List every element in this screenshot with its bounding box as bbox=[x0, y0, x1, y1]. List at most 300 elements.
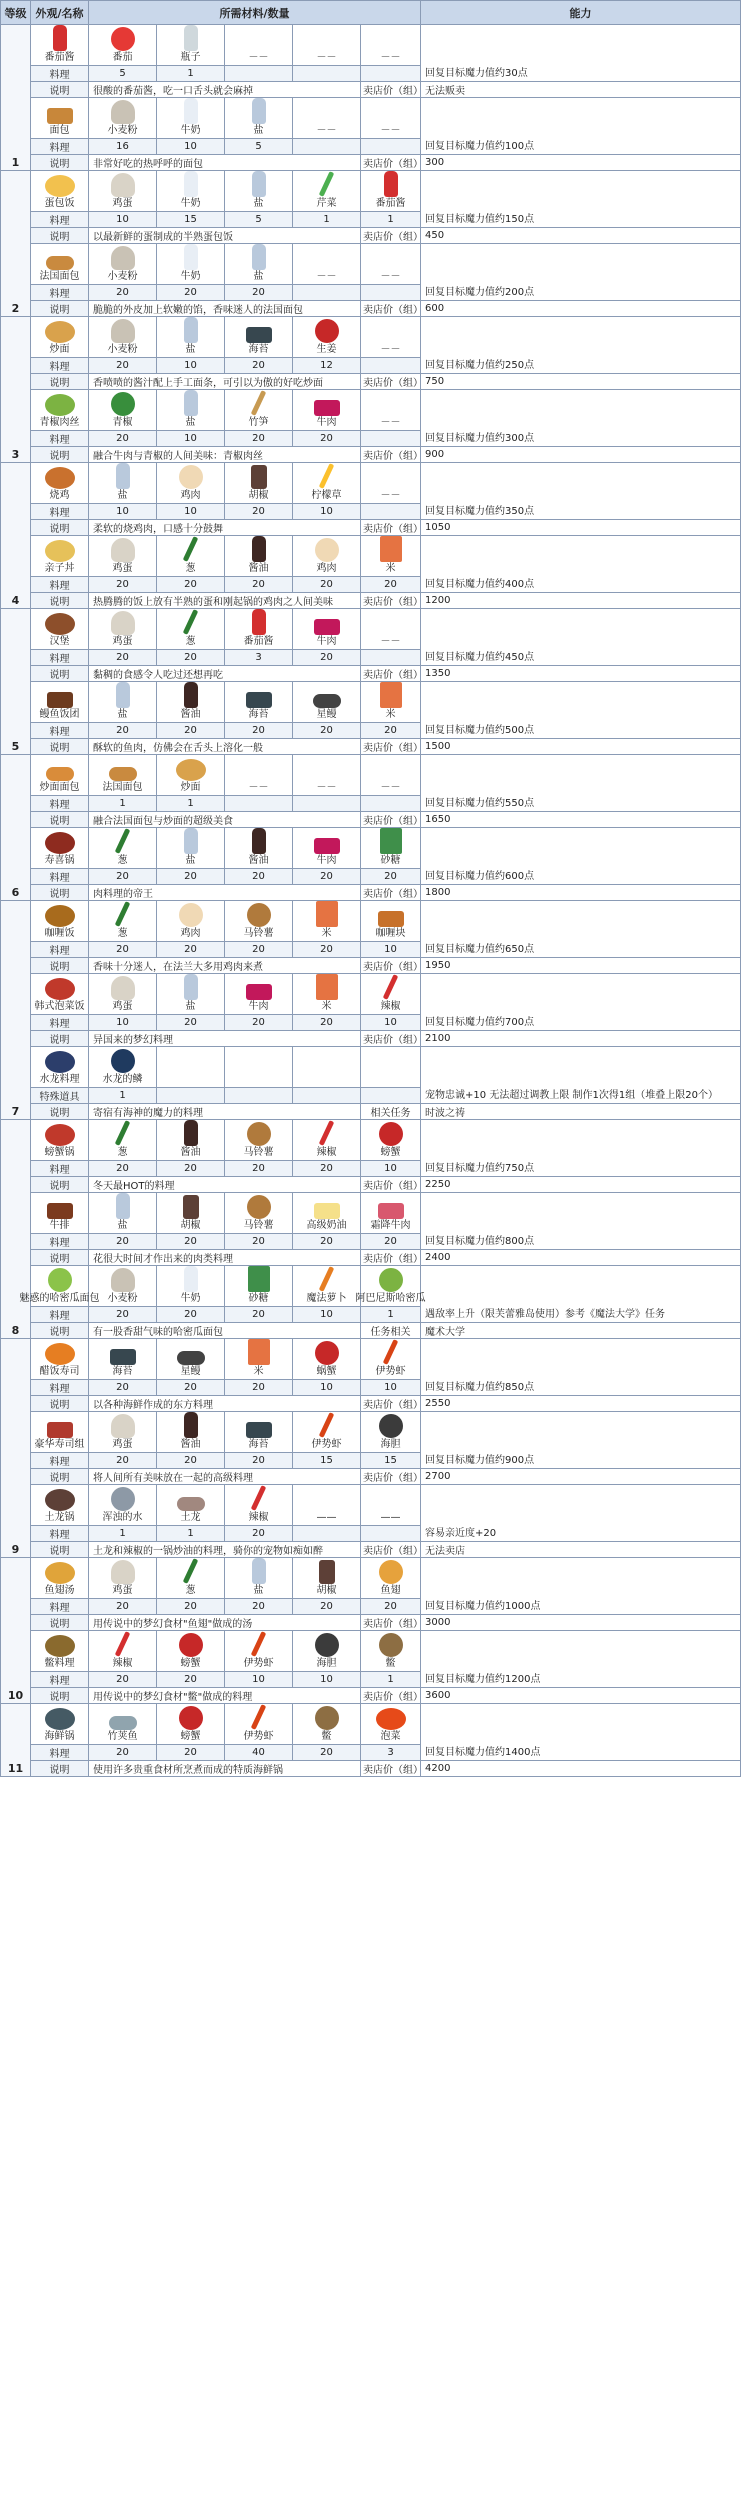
quantity-cell: 10 bbox=[361, 1015, 421, 1031]
material-name: 鸡蛋 bbox=[112, 636, 133, 647]
scallion-icon bbox=[115, 901, 131, 927]
material-cell bbox=[361, 98, 421, 139]
scallion-icon bbox=[115, 828, 131, 854]
description-label: 说明 bbox=[31, 155, 89, 171]
dish-image-row bbox=[1, 1704, 741, 1745]
quantity-cell: 1 bbox=[157, 66, 225, 82]
material-name: 海苔 bbox=[112, 1366, 133, 1377]
material-cell bbox=[361, 1047, 421, 1088]
recipe-label: 料理 bbox=[31, 431, 89, 447]
scallion-icon bbox=[183, 536, 199, 562]
dish-image-row bbox=[1, 1412, 741, 1453]
material-cell bbox=[361, 171, 421, 212]
crab-icon bbox=[379, 1122, 403, 1146]
description-label: 说明 bbox=[31, 520, 89, 536]
egg-basket-icon bbox=[111, 611, 135, 635]
header-item: 外观/名称 bbox=[31, 1, 89, 25]
recipe-label: 料理 bbox=[31, 1380, 89, 1396]
material-cell bbox=[293, 1412, 361, 1453]
quantity-cell bbox=[361, 504, 421, 520]
description-row bbox=[1, 1323, 741, 1339]
material-cell bbox=[293, 1631, 361, 1672]
material-cell bbox=[361, 1485, 421, 1526]
dish-name: 咖喱饭 bbox=[44, 928, 75, 939]
material-cell bbox=[361, 244, 421, 285]
recipe-label: 料理 bbox=[31, 577, 89, 593]
salt-bottle-icon bbox=[252, 1558, 266, 1584]
recipe-label: 料理 bbox=[31, 942, 89, 958]
quantity-cell: 10 bbox=[293, 1672, 361, 1688]
quantity-cell bbox=[361, 650, 421, 666]
quantity-cell: 10 bbox=[157, 431, 225, 447]
quantity-cell: 1 bbox=[89, 1526, 157, 1542]
quantity-cell: 20 bbox=[157, 942, 225, 958]
material-cell bbox=[225, 1558, 293, 1599]
ability-cell: 回复目标魔力值约250点 bbox=[421, 317, 741, 374]
kimchi-rice-icon bbox=[45, 978, 75, 1000]
material-name: －－ bbox=[380, 417, 401, 428]
material-cell bbox=[157, 390, 225, 431]
lobster-icon bbox=[251, 1631, 267, 1657]
material-cell bbox=[157, 609, 225, 650]
material-cell bbox=[293, 1704, 361, 1745]
flour-sack-icon bbox=[111, 319, 135, 343]
description-text: 以各种海鲜作成的东方料理 bbox=[89, 1396, 361, 1412]
material-cell bbox=[225, 682, 293, 723]
sell-price: 时波之祷 bbox=[421, 1104, 741, 1120]
sell-price: 1350 bbox=[421, 666, 741, 682]
material-cell bbox=[89, 682, 157, 723]
quantity-cell: 20 bbox=[225, 1015, 293, 1031]
quantity-cell: 20 bbox=[157, 869, 225, 885]
quantity-cell bbox=[157, 1088, 225, 1104]
material-name: 牛奶 bbox=[180, 271, 201, 282]
sell-price: 1050 bbox=[421, 520, 741, 536]
ability-cell: 回复目标魔力值约150点 bbox=[421, 171, 741, 228]
description-label: 说明 bbox=[31, 958, 89, 974]
dish-cell bbox=[31, 1704, 89, 1745]
quantity-cell: 20 bbox=[89, 358, 157, 374]
seaweed-icon bbox=[110, 1349, 136, 1365]
melon-icon bbox=[379, 1268, 403, 1292]
dish-name: 青椒肉丝 bbox=[39, 417, 80, 428]
dish-name: 牛排 bbox=[49, 1220, 70, 1231]
dish-name: 法国面包 bbox=[39, 271, 80, 282]
chili-icon bbox=[319, 1120, 335, 1146]
material-cell bbox=[225, 244, 293, 285]
quantity-cell: 20 bbox=[293, 1015, 361, 1031]
recipe-label: 料理 bbox=[31, 1672, 89, 1688]
ketchup-bottle-icon bbox=[384, 171, 398, 197]
ability-cell: 回复目标魔力值约100点 bbox=[421, 98, 741, 155]
salt-bottle-icon bbox=[184, 974, 198, 1000]
description-text: 用传说中的梦幻食材"鳖"做成的料理 bbox=[89, 1688, 361, 1704]
material-name: 酱油 bbox=[180, 1147, 201, 1158]
dish-image-row bbox=[1, 98, 741, 139]
material-name: 米 bbox=[253, 1366, 264, 1377]
quantity-cell: 10 bbox=[361, 1380, 421, 1396]
quantity-cell: 20 bbox=[157, 577, 225, 593]
dish-image-row bbox=[1, 244, 741, 285]
material-cell bbox=[361, 25, 421, 66]
dish-cell bbox=[31, 1047, 89, 1088]
quantity-cell: 20 bbox=[89, 1453, 157, 1469]
quantity-cell: 20 bbox=[89, 577, 157, 593]
recipe-label: 料理 bbox=[31, 1234, 89, 1250]
dish-cell bbox=[31, 1485, 89, 1526]
dish-name: 醋饭寿司 bbox=[39, 1366, 80, 1377]
sell-price: 1650 bbox=[421, 812, 741, 828]
salt-bottle-icon bbox=[184, 828, 198, 854]
material-name: －－ bbox=[316, 782, 337, 793]
description-row bbox=[1, 1250, 741, 1266]
material-cell bbox=[225, 828, 293, 869]
quantity-cell: 40 bbox=[225, 1745, 293, 1761]
material-name: 酱油 bbox=[180, 1439, 201, 1450]
dish-name: 鱼翅汤 bbox=[44, 1585, 75, 1596]
horse-mackerel-icon bbox=[109, 1716, 137, 1730]
sell-price: 300 bbox=[421, 155, 741, 171]
material-cell bbox=[157, 317, 225, 358]
dragon-scale-icon bbox=[111, 1049, 135, 1073]
recipe-label: 料理 bbox=[31, 66, 89, 82]
material-cell bbox=[89, 1558, 157, 1599]
quantity-cell: 20 bbox=[157, 285, 225, 301]
material-cell bbox=[361, 1120, 421, 1161]
material-name: 螃蟹 bbox=[380, 1147, 401, 1158]
material-cell bbox=[293, 901, 361, 942]
material-cell bbox=[225, 536, 293, 577]
material-cell bbox=[89, 98, 157, 139]
rice-bag-icon bbox=[316, 901, 338, 927]
material-name: －－ bbox=[380, 636, 401, 647]
description-row bbox=[1, 885, 741, 901]
quantity-cell: 20 bbox=[157, 1453, 225, 1469]
dish-name: 炒面面包 bbox=[39, 782, 80, 793]
material-cell bbox=[293, 1193, 361, 1234]
dish-cell bbox=[31, 1120, 89, 1161]
material-name: 米 bbox=[385, 563, 396, 574]
description-label: 说明 bbox=[31, 812, 89, 828]
dish-name: 豪华寿司组 bbox=[34, 1439, 85, 1450]
description-text: 香喷喷的酱汁配上手工面条，可引以为傲的好吃炒面 bbox=[89, 374, 361, 390]
recipe-label: 料理 bbox=[31, 504, 89, 520]
sell-label: 卖店价（组） bbox=[361, 1031, 421, 1047]
material-name: 海胆 bbox=[380, 1439, 401, 1450]
dish-image-row bbox=[1, 1266, 741, 1307]
material-cell bbox=[89, 536, 157, 577]
material-cell bbox=[89, 1120, 157, 1161]
material-cell bbox=[89, 755, 157, 796]
quantity-cell: 20 bbox=[361, 577, 421, 593]
material-name: 水龙的鳞 bbox=[102, 1074, 143, 1085]
material-cell bbox=[361, 1558, 421, 1599]
dish-image-row bbox=[1, 1193, 741, 1234]
flour-sack-icon bbox=[111, 100, 135, 124]
sell-price: 600 bbox=[421, 301, 741, 317]
material-cell bbox=[293, 244, 361, 285]
material-cell bbox=[225, 974, 293, 1015]
sell-label: 卖店价（组） bbox=[361, 958, 421, 974]
dish-cell bbox=[31, 1193, 89, 1234]
level-cell: 9 bbox=[1, 1339, 31, 1558]
fried-noodles-icon bbox=[45, 321, 75, 343]
material-name: －－ bbox=[380, 271, 401, 282]
description-row bbox=[1, 155, 741, 171]
recipe-label: 料理 bbox=[31, 358, 89, 374]
description-row bbox=[1, 228, 741, 244]
material-cell bbox=[157, 755, 225, 796]
material-cell bbox=[225, 1339, 293, 1380]
description-row bbox=[1, 1688, 741, 1704]
eel-icon bbox=[313, 694, 341, 708]
beef-icon bbox=[314, 619, 340, 635]
muddy-water-icon bbox=[111, 1487, 135, 1511]
sell-price: 2100 bbox=[421, 1031, 741, 1047]
quantity-cell: 20 bbox=[293, 650, 361, 666]
description-row bbox=[1, 447, 741, 463]
recipe-label: 料理 bbox=[31, 869, 89, 885]
sell-label: 卖店价（组） bbox=[361, 82, 421, 98]
material-name: 炒面 bbox=[180, 782, 201, 793]
description-row bbox=[1, 301, 741, 317]
material-name: 砂糖 bbox=[380, 855, 401, 866]
quantity-cell: 20 bbox=[293, 1161, 361, 1177]
quantity-cell: 20 bbox=[157, 1672, 225, 1688]
sushi-icon bbox=[45, 1343, 75, 1365]
dish-image-row bbox=[1, 1558, 741, 1599]
dish-image-row bbox=[1, 1485, 741, 1526]
lobster-icon bbox=[251, 1704, 267, 1730]
material-name: 泡菜 bbox=[380, 1731, 401, 1742]
sell-price: 1200 bbox=[421, 593, 741, 609]
description-label: 说明 bbox=[31, 885, 89, 901]
quantity-cell: 20 bbox=[89, 1599, 157, 1615]
quantity-cell: 12 bbox=[293, 358, 361, 374]
description-text: 以最新鲜的蛋制成的半熟蛋包饭 bbox=[89, 228, 361, 244]
material-cell bbox=[89, 390, 157, 431]
quantity-cell: 15 bbox=[293, 1453, 361, 1469]
dish-image-row bbox=[1, 682, 741, 723]
sell-price: 2400 bbox=[421, 1250, 741, 1266]
level-cell: 4 bbox=[1, 463, 31, 609]
description-row bbox=[1, 1177, 741, 1193]
turtle-dish-icon bbox=[45, 1635, 75, 1657]
quantity-cell bbox=[293, 1088, 361, 1104]
material-name: 盐 bbox=[185, 1001, 196, 1012]
description-row bbox=[1, 520, 741, 536]
level-cell: 6 bbox=[1, 755, 31, 901]
dish-name: 水龙料理 bbox=[39, 1074, 80, 1085]
lobster-icon bbox=[383, 1339, 399, 1365]
material-name: 青椒 bbox=[112, 417, 133, 428]
material-name: 胡椒 bbox=[316, 1585, 337, 1596]
material-name: 魔法萝卜 bbox=[306, 1293, 347, 1304]
ability-cell: 回复目标魔力值约200点 bbox=[421, 244, 741, 301]
ketchup-bottle-icon bbox=[53, 25, 67, 51]
ability-cell: 回复目标魔力值约850点 bbox=[421, 1339, 741, 1396]
quantity-cell: 20 bbox=[89, 1161, 157, 1177]
material-cell bbox=[293, 682, 361, 723]
dish-cell bbox=[31, 974, 89, 1015]
dish-name: 汉堡 bbox=[49, 636, 70, 647]
material-cell bbox=[225, 1047, 293, 1088]
sell-price: 750 bbox=[421, 374, 741, 390]
dish-cell bbox=[31, 1339, 89, 1380]
material-name: －－ bbox=[316, 125, 337, 136]
material-name: 盐 bbox=[253, 198, 264, 209]
salt-bottle-icon bbox=[252, 98, 266, 124]
description-label: 说明 bbox=[31, 1542, 89, 1558]
ability-cell: 容易亲近度+20 bbox=[421, 1485, 741, 1542]
curry-roux-icon bbox=[378, 911, 404, 927]
material-name: 伊势虾 bbox=[243, 1658, 274, 1669]
baguette-icon bbox=[109, 767, 137, 781]
description-text: 冬天最HOT的料理 bbox=[89, 1177, 361, 1193]
sell-label: 卖店价（组） bbox=[361, 1469, 421, 1485]
material-cell bbox=[361, 1704, 421, 1745]
material-name: 胡椒 bbox=[248, 490, 269, 501]
dish-image-row bbox=[1, 390, 741, 431]
ability-cell: 回复目标魔力值约800点 bbox=[421, 1193, 741, 1250]
soy-sauce-icon bbox=[252, 828, 266, 854]
quantity-cell bbox=[361, 66, 421, 82]
material-name: 鳖 bbox=[321, 1731, 332, 1742]
crab-icon bbox=[179, 1706, 203, 1730]
dish-name: 蛋包饭 bbox=[44, 198, 75, 209]
material-name: 法国面包 bbox=[102, 782, 143, 793]
material-cell bbox=[157, 244, 225, 285]
rice-bag-icon bbox=[380, 536, 402, 562]
ketchup-bottle-icon bbox=[252, 609, 266, 635]
level-cell: 1 bbox=[1, 25, 31, 171]
quantity-cell: 20 bbox=[225, 1161, 293, 1177]
dish-cell bbox=[31, 25, 89, 66]
shark-fin-icon bbox=[379, 1560, 403, 1584]
material-cell bbox=[293, 463, 361, 504]
sell-price: 3600 bbox=[421, 1688, 741, 1704]
description-row bbox=[1, 1615, 741, 1631]
recipe-label: 特殊道具 bbox=[31, 1088, 89, 1104]
description-text: 异国来的梦幻料理 bbox=[89, 1031, 361, 1047]
material-name: －－ bbox=[380, 344, 401, 355]
material-cell bbox=[293, 1266, 361, 1307]
ability-cell: 回复目标魔力值约700点 bbox=[421, 974, 741, 1031]
description-row bbox=[1, 739, 741, 755]
material-cell bbox=[225, 317, 293, 358]
quantity-cell: 10 bbox=[361, 942, 421, 958]
dish-name: 炒面 bbox=[49, 344, 70, 355]
header-row bbox=[1, 1, 741, 25]
dish-cell bbox=[19, 1266, 100, 1307]
description-label: 说明 bbox=[31, 1104, 89, 1120]
sell-price: 无法卖店 bbox=[421, 1542, 741, 1558]
quantity-cell: 20 bbox=[293, 723, 361, 739]
description-text: 花很大时间才作出来的肉类料理 bbox=[89, 1250, 361, 1266]
description-row bbox=[1, 1542, 741, 1558]
salt-bottle-icon bbox=[184, 390, 198, 416]
material-name: －－ bbox=[380, 782, 401, 793]
sell-price: 3000 bbox=[421, 1615, 741, 1631]
quantity-cell: 20 bbox=[157, 650, 225, 666]
fried-noodles-icon bbox=[176, 759, 206, 781]
quantity-cell: 20 bbox=[361, 723, 421, 739]
material-name: 辣椒 bbox=[248, 1512, 269, 1523]
material-name: 马铃薯 bbox=[243, 928, 274, 939]
material-cell bbox=[157, 1193, 225, 1234]
dish-image-row bbox=[1, 1120, 741, 1161]
material-cell bbox=[157, 1558, 225, 1599]
material-cell bbox=[89, 974, 157, 1015]
shark-fin-soup-icon bbox=[45, 1562, 75, 1584]
sukiyaki-icon bbox=[45, 832, 75, 854]
material-name: 鱼翅 bbox=[380, 1585, 401, 1596]
sell-price: 1800 bbox=[421, 885, 741, 901]
salt-bottle-icon bbox=[116, 682, 130, 708]
quantity-cell: 10 bbox=[361, 1161, 421, 1177]
seaweed-icon bbox=[246, 1422, 272, 1438]
quantity-cell: 20 bbox=[89, 650, 157, 666]
material-cell bbox=[361, 390, 421, 431]
material-cell bbox=[225, 755, 293, 796]
material-name: 鸡肉 bbox=[316, 563, 337, 574]
sugar-bag-icon bbox=[248, 1266, 270, 1292]
material-cell bbox=[89, 1193, 157, 1234]
quantity-cell bbox=[361, 1088, 421, 1104]
material-name: 盐 bbox=[117, 1220, 128, 1231]
dish-name: 鳖料理 bbox=[44, 1658, 75, 1669]
material-name: 小麦粉 bbox=[107, 125, 138, 136]
material-name: 牛肉 bbox=[248, 1001, 269, 1012]
dish-image-row bbox=[1, 25, 741, 66]
quantity-cell bbox=[225, 796, 293, 812]
description-label: 说明 bbox=[31, 1615, 89, 1631]
bottle-icon bbox=[184, 25, 198, 51]
quantity-cell: 20 bbox=[157, 1161, 225, 1177]
material-cell bbox=[225, 1631, 293, 1672]
quantity-cell: 15 bbox=[361, 1453, 421, 1469]
quantity-cell: 10 bbox=[293, 504, 361, 520]
egg-basket-icon bbox=[111, 1560, 135, 1584]
material-cell bbox=[293, 609, 361, 650]
quantity-cell: 20 bbox=[225, 577, 293, 593]
dish-name: 海鲜锅 bbox=[44, 1731, 75, 1742]
material-name: 盐 bbox=[185, 344, 196, 355]
egg-basket-icon bbox=[111, 173, 135, 197]
quantity-cell: 1 bbox=[157, 1526, 225, 1542]
quantity-cell: 15 bbox=[157, 212, 225, 228]
quantity-cell bbox=[361, 139, 421, 155]
material-cell bbox=[225, 390, 293, 431]
description-text: 融合法国面包与炒面的超级美食 bbox=[89, 812, 361, 828]
material-name: 柠檬草 bbox=[311, 490, 342, 501]
dish-cell bbox=[31, 1412, 89, 1453]
material-name: －－ bbox=[316, 52, 337, 63]
quantity-cell: 10 bbox=[293, 1307, 361, 1323]
water-dragon-dish-icon bbox=[45, 1051, 75, 1073]
milk-bottle-icon bbox=[184, 171, 198, 197]
sell-label: 卖店价（组） bbox=[361, 1761, 421, 1777]
description-label: 说明 bbox=[31, 1761, 89, 1777]
description-text: 寄宿有海神的魔力的料理 bbox=[89, 1104, 361, 1120]
quantity-cell bbox=[225, 66, 293, 82]
pepper-jar-icon bbox=[183, 1195, 199, 1219]
recipe-label: 料理 bbox=[31, 1161, 89, 1177]
quantity-cell: 20 bbox=[225, 723, 293, 739]
material-name: —— bbox=[316, 1512, 337, 1523]
description-text: 融合牛肉与青椒的人间美味：青椒肉丝 bbox=[89, 447, 361, 463]
ability-cell: 回复目标魔力值约750点 bbox=[421, 1120, 741, 1177]
